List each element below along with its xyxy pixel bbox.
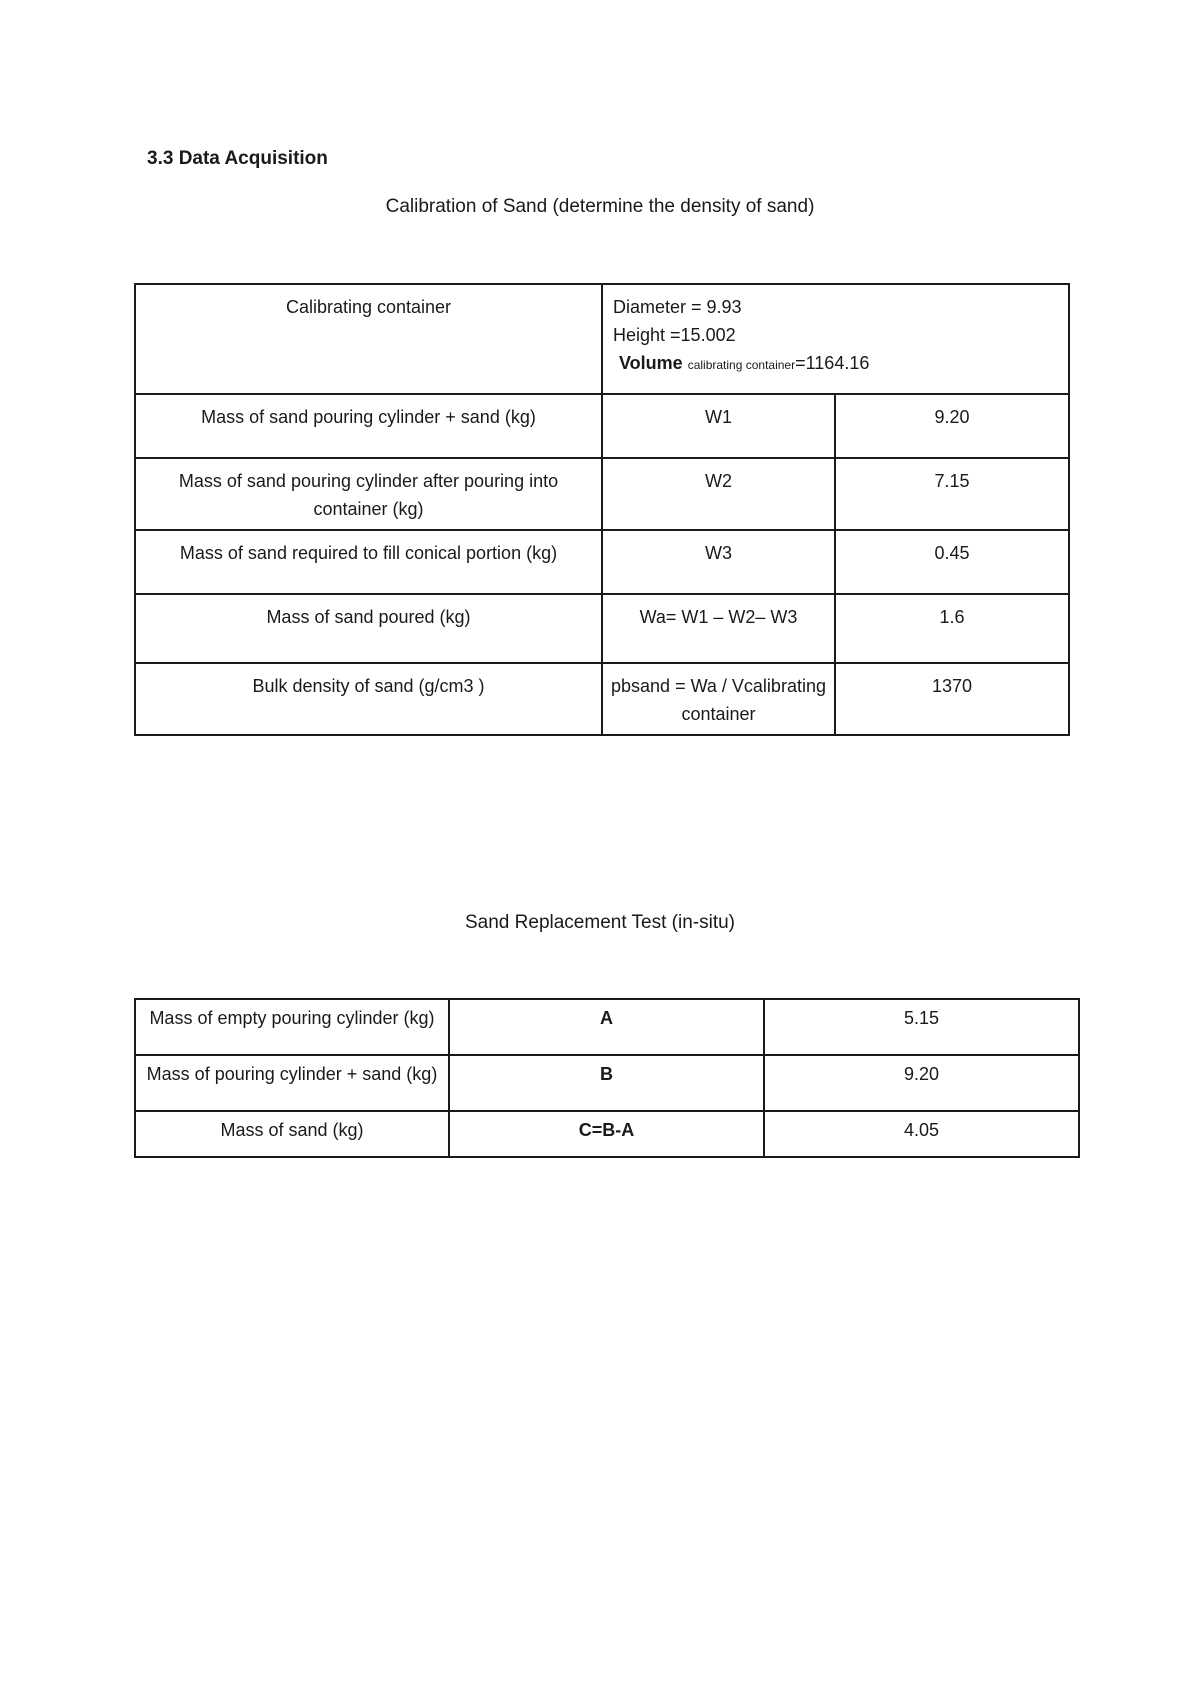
calibration-caption: Calibration of Sand (determine the density of sand) [385, 196, 815, 217]
row-symbol: A [449, 999, 764, 1055]
row-label: Mass of sand required to fill conical portion (kg) [135, 530, 602, 594]
row-symbol: W1 [602, 394, 835, 458]
table-row [135, 1055, 1079, 1111]
container-label-cell: Calibrating container [135, 284, 602, 394]
row-label: Bulk density of sand (g/cm3 ) [135, 663, 602, 735]
row-label: Mass of sand (kg) [135, 1111, 449, 1157]
table-row [135, 530, 1069, 594]
sand-replacement-table [134, 998, 1080, 1158]
row-label: Mass of sand pouring cylinder + sand (kg) [135, 394, 602, 458]
row-symbol: B [449, 1055, 764, 1111]
container-dimensions-cell [602, 284, 1069, 394]
volume-label: Volume [619, 353, 683, 373]
diameter-text: Diameter = 9.93 [613, 297, 742, 317]
sand-replacement-caption: Sand Replacement Test (in-situ) [465, 912, 735, 933]
volume-value: =1164.16 [795, 353, 870, 373]
row-value: 9.20 [835, 394, 1069, 458]
row-symbol: pbsand = Wa / Vcalibrating container [602, 663, 835, 735]
row-value: 1.6 [835, 594, 1069, 663]
row-symbol: W3 [602, 530, 835, 594]
table-row [135, 1111, 1079, 1157]
row-label: Mass of sand poured (kg) [135, 594, 602, 663]
table-row [135, 663, 1069, 735]
table-row [135, 394, 1069, 458]
height-text: Height =15.002 [613, 325, 736, 345]
row-label: Mass of pouring cylinder + sand (kg) [135, 1055, 449, 1111]
row-value: 5.15 [764, 999, 1079, 1055]
volume-subscript: calibrating container [687, 358, 796, 372]
row-value: 0.45 [835, 530, 1069, 594]
table-row [135, 999, 1079, 1055]
row-label: Mass of sand pouring cylinder after pouring into container (kg) [135, 458, 602, 530]
row-symbol: W2 [602, 458, 835, 530]
row-value: 4.05 [764, 1111, 1079, 1157]
calibration-table [134, 283, 1070, 736]
row-label: Mass of empty pouring cylinder (kg) [135, 999, 449, 1055]
table-row [135, 458, 1069, 530]
section-heading: 3.3 Data Acquisition [147, 148, 328, 169]
row-value: 1370 [835, 663, 1069, 735]
volume-line [613, 349, 1062, 379]
row-symbol: Wa= W1 – W2– W3 [602, 594, 835, 663]
row-value: 7.15 [835, 458, 1069, 530]
row-value: 9.20 [764, 1055, 1079, 1111]
row-symbol: C=B-A [449, 1111, 764, 1157]
table-row [135, 284, 1069, 394]
table-row [135, 594, 1069, 663]
